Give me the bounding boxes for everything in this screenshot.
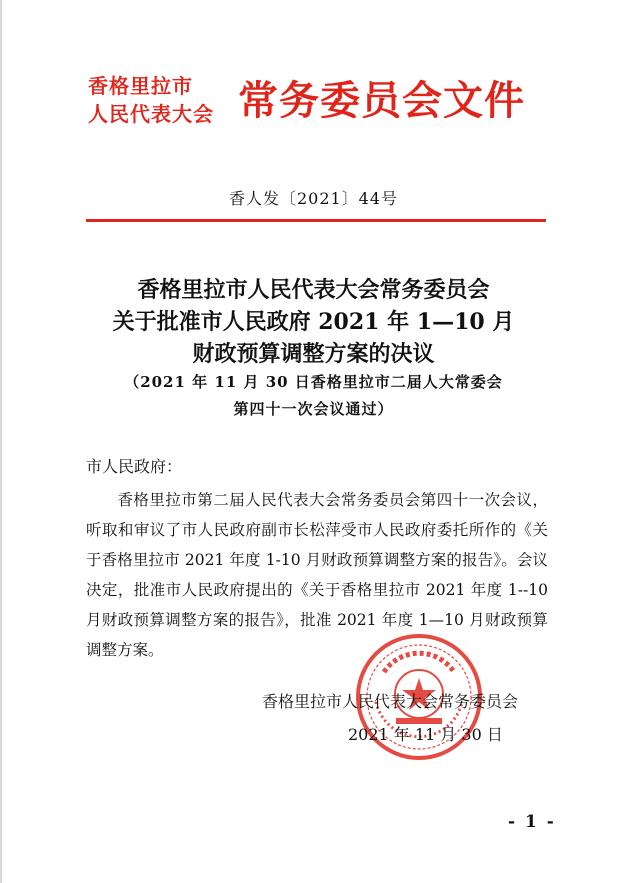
red-divider	[86, 219, 546, 222]
page-number: - 1 -	[508, 812, 556, 832]
header-doc-type: 常务委员会文件	[238, 77, 525, 124]
scan-edge	[0, 0, 2, 883]
issuer-line-2: 人民代表大会	[88, 102, 214, 126]
title-line-3: 财政预算调整方案的决议	[192, 341, 435, 367]
header-issuer	[88, 72, 230, 128]
title-line-2: 关于批准市人民政府 2021 年 1—10 月	[112, 309, 515, 335]
body-text: 香格里拉市第二届人民代表大会常务委员会第四十一次会议，听取和审议了市人民政府副市长松萍受市人民政府委托所作的《关于香格里拉市 2021 年度 1-10 月财政预算调整方案的报告》。会议决定，批准市人民政府提出的《关于香格里拉市 2021 年度 1--10 月财政预算调整方案的报告》，批准 2021 年度 1—10 月财政预算调整方案。	[86, 491, 548, 659]
signature-date: 2021 年 11 月 30 日	[348, 725, 503, 744]
title-line-1: 香格里拉市人民代表大会常务委员会	[137, 277, 490, 303]
document-number: 香人发〔2021〕44号	[228, 189, 399, 208]
addressee: 市人民政府：	[86, 457, 183, 476]
issuer-line-1: 香格里拉市	[88, 74, 193, 98]
subtitle-line-2: 第四十一次会议通过）	[233, 400, 394, 418]
signature-organization: 香格里拉市人民代表大会常务委员会	[262, 692, 519, 711]
subtitle-line-1: （2021 年 11 月 30 日香格里拉市二届人大常委会	[124, 373, 503, 391]
